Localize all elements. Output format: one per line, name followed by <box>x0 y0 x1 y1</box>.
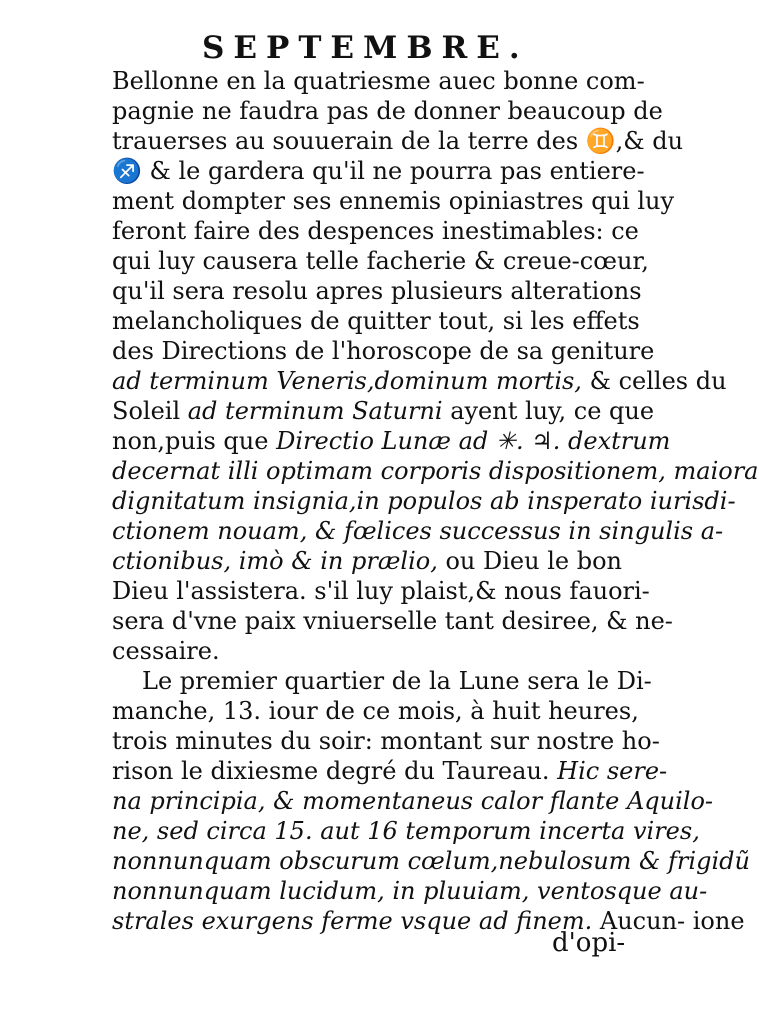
text-line: nonnunquam obscurum cœlum,nebulosum & frigidũ <box>112 847 750 875</box>
text-line: decernat illi optimam corporis dispositionem, maiora <box>112 457 759 485</box>
text-line: qui luy causera telle facherie & creue-cœur, <box>112 247 649 275</box>
text-line: cessaire. <box>112 637 220 665</box>
text-line: sera d'vne paix vniuerselle tant desiree, & ne- <box>112 607 673 635</box>
italic-text: Hic sere- <box>557 757 668 785</box>
text-line: pagnie ne faudra pas de donner beaucoup de <box>112 97 663 125</box>
roman-text: ou Dieu le bon <box>437 547 622 575</box>
text-line: ctionem nouam, & fœlices successus in singulis a- <box>112 517 724 545</box>
text-line <box>112 546 632 576</box>
text-line: qu'il sera resolu apres plusieurs alterations <box>112 277 642 305</box>
italic-text: ad terminum Veneris,dominum mortis, <box>112 367 582 395</box>
italic-text: ad terminum Saturni <box>187 397 443 425</box>
text-line: feront faire des despences inestimables: ce <box>112 217 639 245</box>
text-line: nonnunquam lucidum, in pluuiam, ventosque au- <box>112 877 708 905</box>
text-line: ♐ & le gardera qu'il ne pourra pas entiere- <box>112 157 645 185</box>
italic-text: strales exurgens ferme vsque ad finem. <box>112 907 593 935</box>
roman-text: ayent luy, ce que <box>442 397 655 425</box>
running-head: SEPTEMBRE. <box>202 30 529 66</box>
text-line: dignitatum insignia,in populos ab insperato iurisdi- <box>112 487 736 515</box>
text-line: Dieu l'assistera. s'il luy plaist,& nous fauori- <box>112 577 650 605</box>
text-line: ment dompter ses ennemis opiniastres qui luy <box>112 187 675 215</box>
text-line: trauerses au souuerain de la terre des ♊,& du <box>112 127 684 155</box>
catchword: d'opi- <box>552 928 626 958</box>
text-line <box>112 366 727 396</box>
text-line: trois minutes du soir: montant sur nostre ho- <box>112 727 660 755</box>
roman-text: & celles du <box>589 367 727 395</box>
italic-text: ctionibus, imò & in prælio, <box>112 547 438 575</box>
roman-text: non,puis que <box>112 427 277 455</box>
text-line: Le premier quartier de la Lune sera le Di- <box>142 667 652 695</box>
roman-text: rison le dixiesme degré du Taureau. <box>112 757 558 785</box>
text-line: des Directions de l'horoscope de sa geniture <box>112 337 655 365</box>
text-line <box>112 396 655 426</box>
text-line: manche, 13. iour de ce mois, à huit heures, <box>112 697 639 725</box>
roman-text: Soleil <box>112 397 188 425</box>
text-line: Bellonne en la quatriesme auec bonne com- <box>112 67 645 95</box>
text-line <box>112 426 671 456</box>
roman-text: Aucun- ione <box>599 907 745 935</box>
text-line <box>112 756 668 786</box>
text-line: melancholiques de quitter tout, si les effets <box>112 307 640 335</box>
text-line: ne, sed circa 15. aut 16 temporum incerta vires, <box>112 817 700 845</box>
italic-text: Directio Lunæ ad ✳. ♃. dextrum <box>276 427 671 455</box>
text-line: na principia, & momentaneus calor flante Aquilo- <box>112 787 714 815</box>
